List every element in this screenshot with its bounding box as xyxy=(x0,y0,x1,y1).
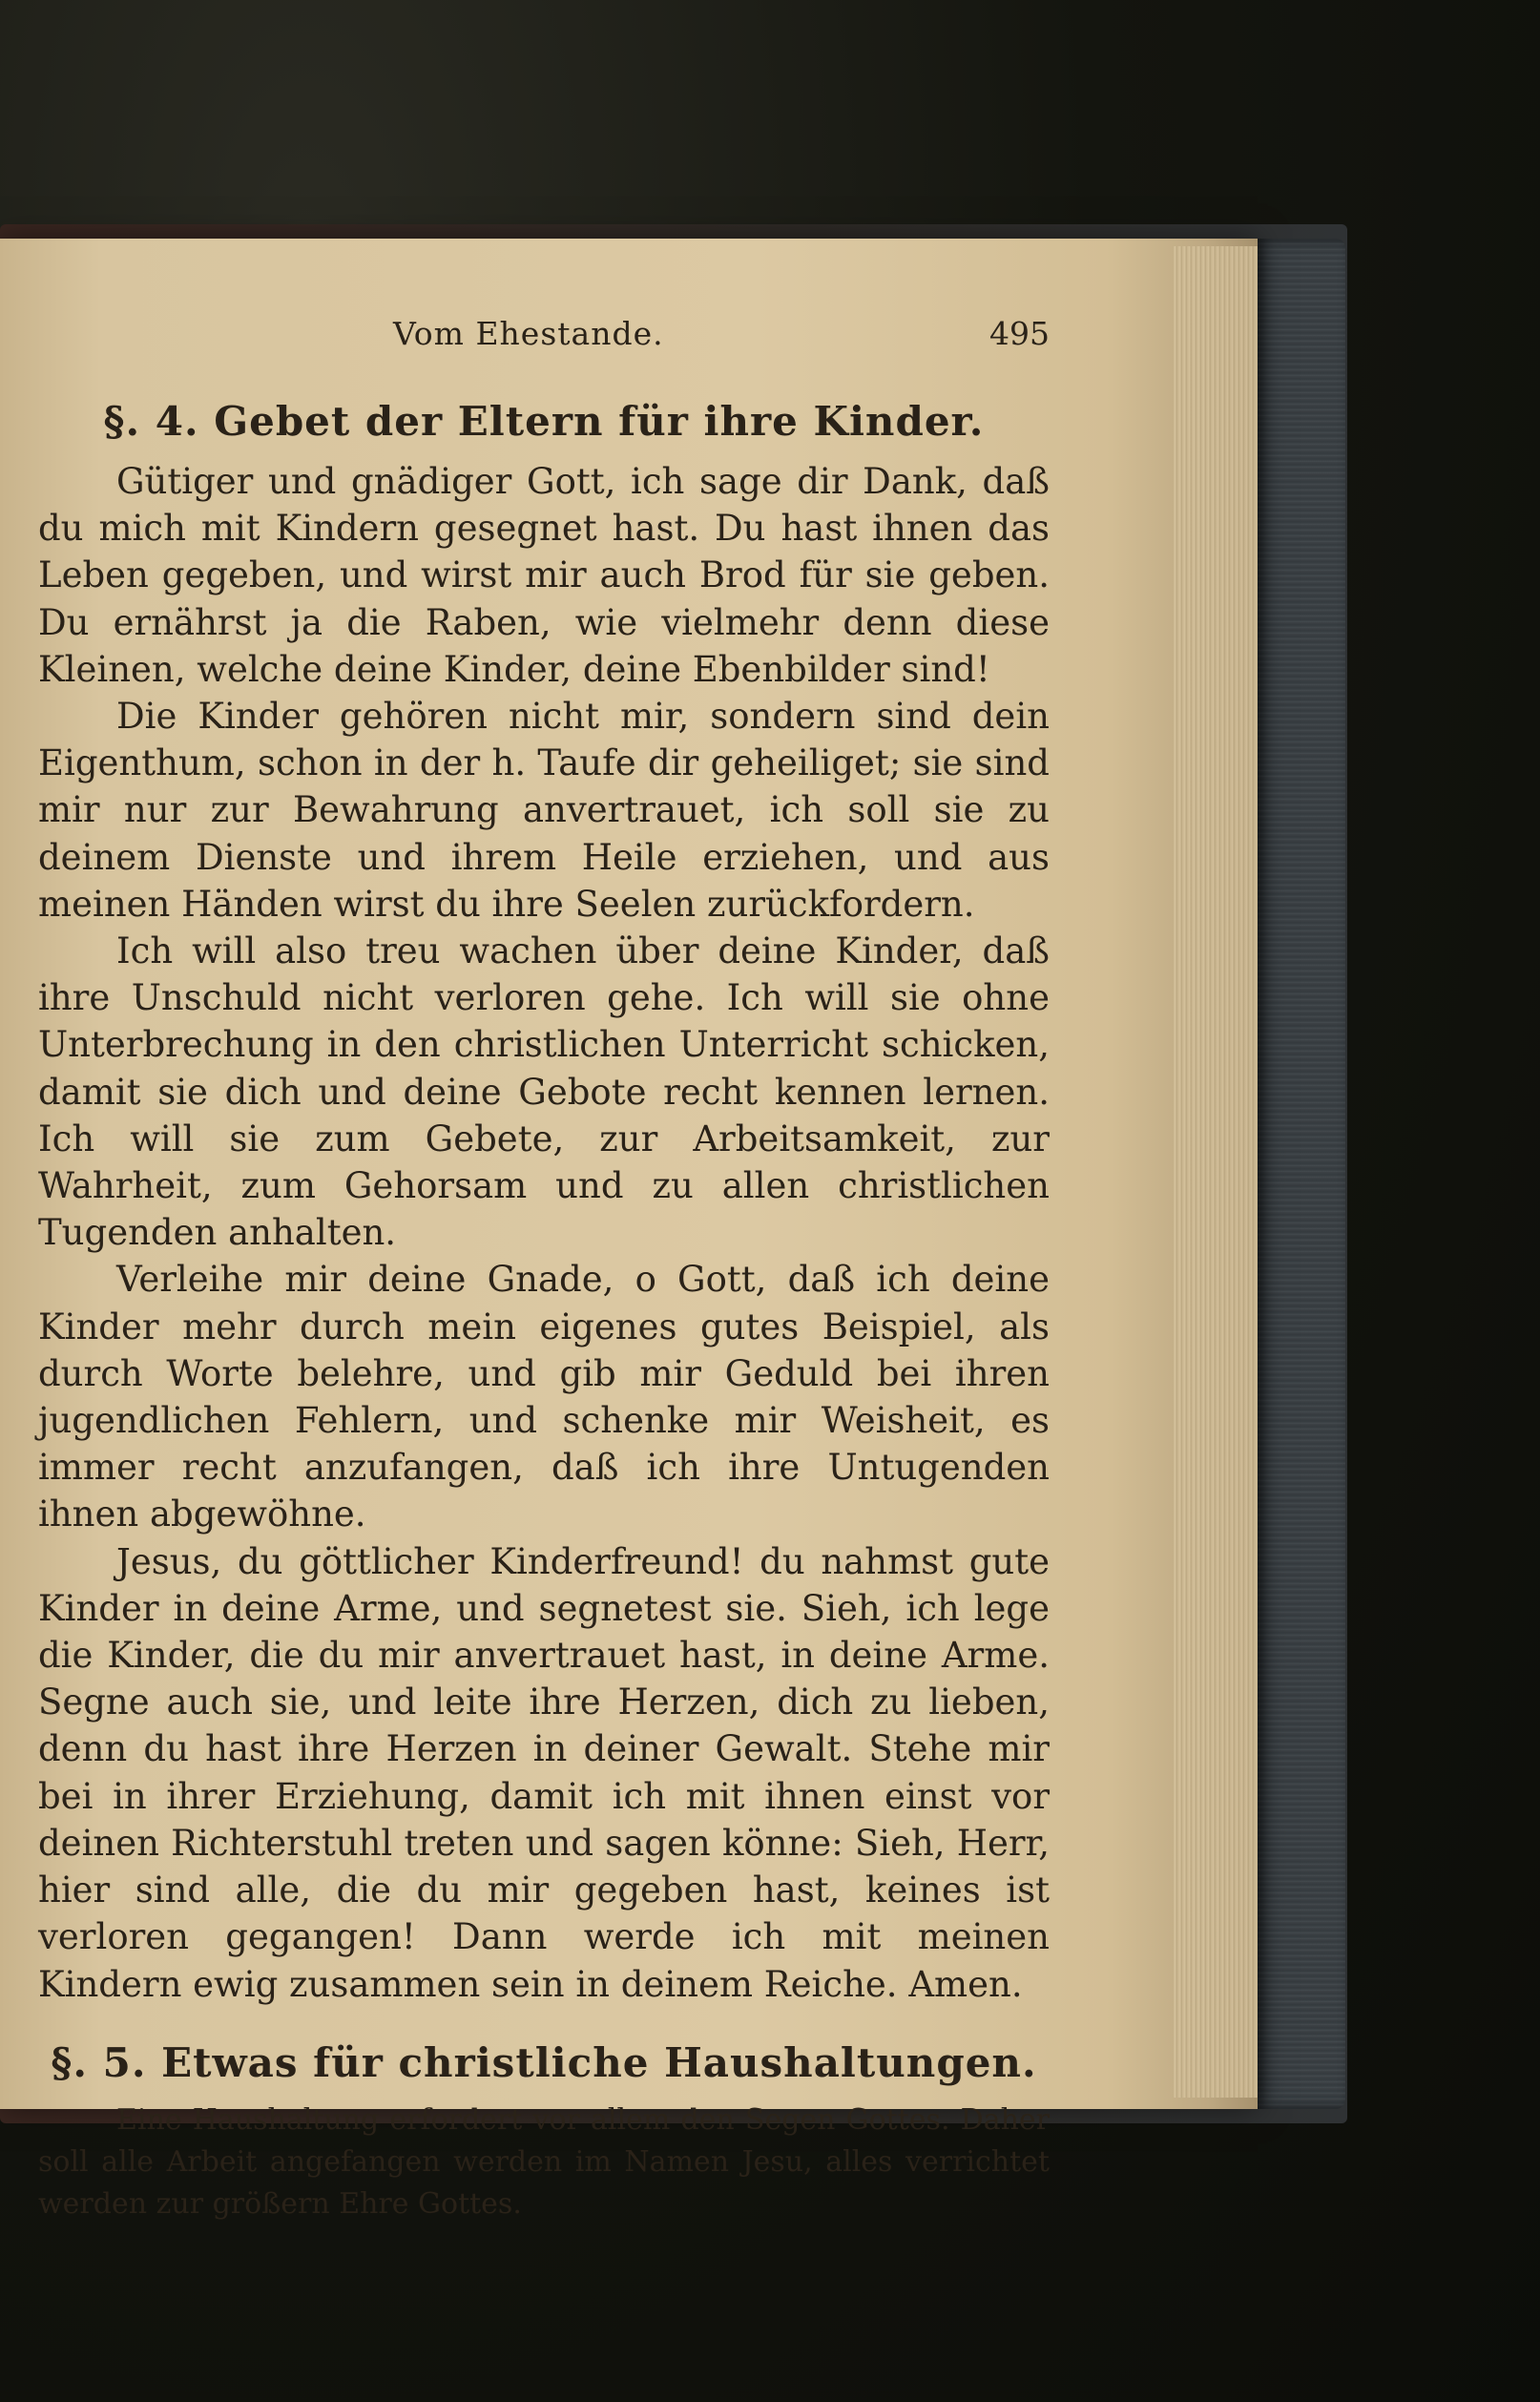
paragraph-2: Die Kinder gehören nicht mir, sondern sind dein Eigenthum, schon in der h. Taufe dir geheiliget; sie sind mir nur zur Bewahrung anvertrauet, ich soll sie zu deinem Dienste und ihrem Heile erziehen, und aus meinen Händen wirst du ihre Seelen zurückfordern. xyxy=(38,696,1050,925)
book-spine xyxy=(1255,239,1345,2109)
paragraph-6: Eine Haushaltung erfordert vor allem den Segen Gottes. Daher soll alle Arbeit angefangen werden im Namen Jesu, alles verrichtet werden zur größern Ehre Gottes. xyxy=(38,2102,1050,2221)
paragraph-1: Gütiger und gnädiger Gott, ich sage dir Dank, daß du mich mit Kindern gesegnet hast. Du hast ihnen das Leben gegeben, und wirst mir auch Brod für sie geben. Du ernährst ja die Raben, wie vielmehr denn diese Kleinen, welche deine Kinder, deine Ebenbilder sind! xyxy=(38,461,1050,690)
running-head xyxy=(38,315,1050,372)
section-4-heading: §. 4. Gebet der Eltern für ihre Kinder. xyxy=(103,398,985,445)
paragraph-3: Ich will also treu wachen über deine Kinder, daß ihre Unschuld nicht verloren gehe. Ich will sie ohne Unterbrechung in den christlichen Unterricht schicken, damit sie dich und deine Gebote recht kennen lernen. Ich will sie zum Gebete, zur Arbeitsamkeit, zur Wahrheit, zum Gehorsam und zu allen christlichen Tugenden anhalten. xyxy=(38,930,1050,1254)
page-number: 495 xyxy=(989,315,1050,352)
section-5-heading: §. 5. Etwas für christliche Haushaltungen. xyxy=(51,2038,1037,2086)
paragraph-4: Verleihe mir deine Gnade, o Gott, daß ich deine Kinder mehr durch mein eigenes gutes Beispiel, als durch Worte belehre, und gib mir Geduld bei ihren jugendlichen Fehlern, und schenke mir Weisheit, es immer recht anzufangen, daß ich ihre Untugenden ihnen abgewöhne. xyxy=(38,1259,1050,1535)
page-text xyxy=(38,315,1050,2225)
paragraph-5: Jesus, du göttlicher Kinderfreund! du nahmst gute Kinder in deine Arme, und segnetest sie. Sieh, ich lege die Kinder, die du mir anvertrauet hast, in deine Arme. Segne auch sie, und leite ihre Herzen, dich zu lieben, denn du hast ihre Herzen in deiner Gewalt. Stehe mir bei in ihrer Erziehung, damit ich mit ihnen einst vor deinen Richterstuhl treten und sagen könne: Sieh, Herr, hier sind alle, die du mir gegeben hast, keines ist verloren gegangen! Dann werde ich mit meinen Kindern ewig zusammen sein in deinem Reiche. Amen. xyxy=(38,1540,1050,2005)
running-head-title: Vom Ehestande. xyxy=(393,315,664,352)
page-edges xyxy=(1174,246,1258,2098)
